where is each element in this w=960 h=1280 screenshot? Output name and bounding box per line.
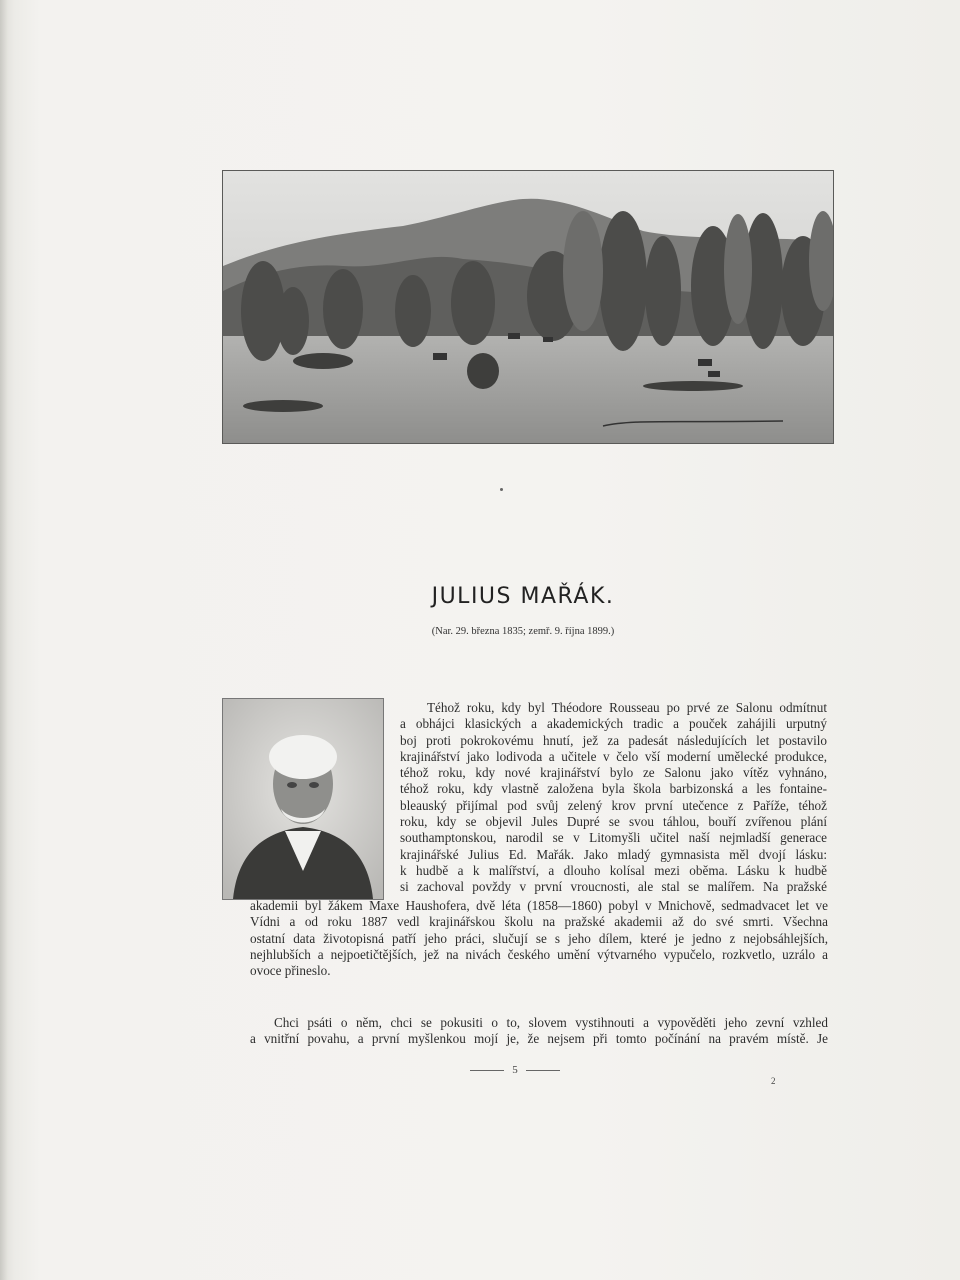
- printing-speck: [500, 488, 503, 491]
- printer-signature-mark: 2: [771, 1076, 776, 1086]
- text-line: k hudbě a k malířství, a dlouho kolísal mezi oběma. Lásku k hudbě: [400, 862, 827, 878]
- text-line: Téhož roku, kdy byl Théodore Rousseau po prvé ze Salonu odmítnut: [427, 700, 827, 715]
- landscape-painting-image: [223, 171, 833, 443]
- text-line: téhož roku, kdy vlastně založena byla škola barbizonská a les fontaine-: [400, 781, 827, 797]
- text-line: Chci psáti o něm, chci se pokusiti o to, slovem vystihnouti a vypověděti jeho zevní vzhled: [274, 1015, 828, 1030]
- page-number: 5: [512, 1064, 518, 1076]
- text-line: boj proti pokrokovému hnutí, jež za padesát následujících let postavilo: [400, 732, 827, 748]
- landscape-painting-illustration: [222, 170, 834, 444]
- text-line: krajinářské Julius Ed. Mařák. Jako mladý gymnasista měl dvojí lásku:: [400, 846, 827, 862]
- footer-rule-left: [470, 1070, 504, 1071]
- text-line: krajinářství jako lodivoda a učitele v čelo vší moderní umělecké produkce,: [400, 748, 827, 764]
- text-line: nejhlubších a nejpoetičtějších, jež na nivách českého umění výtvarného vypučelo, rozkvetlo, uzrálo a: [250, 946, 828, 962]
- page-number-footer: [0, 1064, 960, 1076]
- portrait-photograph: [222, 698, 384, 900]
- text-line: a obhájci klasických a akademických tradic a pouček zahájili urputný: [400, 716, 827, 732]
- paragraph-1-wrapped: [400, 700, 827, 896]
- text-line: roku, kdy se objevil Jules Dupré se svou táhlou, bouří zvířenou plání: [400, 814, 827, 830]
- text-line: southamptonskou, narodil se v Litomyšli učitel naší nejmladší generace: [400, 830, 827, 846]
- text-line: a vnitřní povahu, a první myšlenkou mojí je, že nejsem při tomto počínání na pravém místě. Je: [250, 1031, 828, 1047]
- life-dates: (Nar. 29. března 1835; zemř. 9. října 1899.): [431, 626, 615, 637]
- text-line: si zachoval povždy v první vroucnosti, ale stal se malířem. Na pražské: [400, 879, 827, 895]
- text-line: ovoce přineslo.: [250, 963, 331, 979]
- text-line: akademii byl žákem Maxe Haushofera, dvě léta (1858—1860) pobyl v Mnichově, sedmadvacet let ve: [250, 898, 828, 913]
- footer-rule-right: [526, 1070, 560, 1071]
- paragraph-1-continued: [250, 898, 828, 979]
- paragraph-2: [250, 1015, 828, 1048]
- text-line: téhož roku, kdy nové krajinářství bylo ze Salonu jako vítěz vyhnáno,: [400, 765, 827, 781]
- text-line: Vídni a od roku 1887 vedl krajinářskou školu na pražské akademii až do své smrti. Všechna: [250, 914, 828, 930]
- text-line: ostatní data životopisná patří jeho práci, slučují se s jeho dílem, které je jedno z nejobsáhlejších,: [250, 930, 828, 946]
- portrait-image: [223, 699, 383, 899]
- text-line: bleauský přijímal pod svůj zelený krov první utečence z Paříže, téhož: [400, 797, 827, 813]
- page-title: JULIUS MAŘÁK.: [431, 584, 615, 609]
